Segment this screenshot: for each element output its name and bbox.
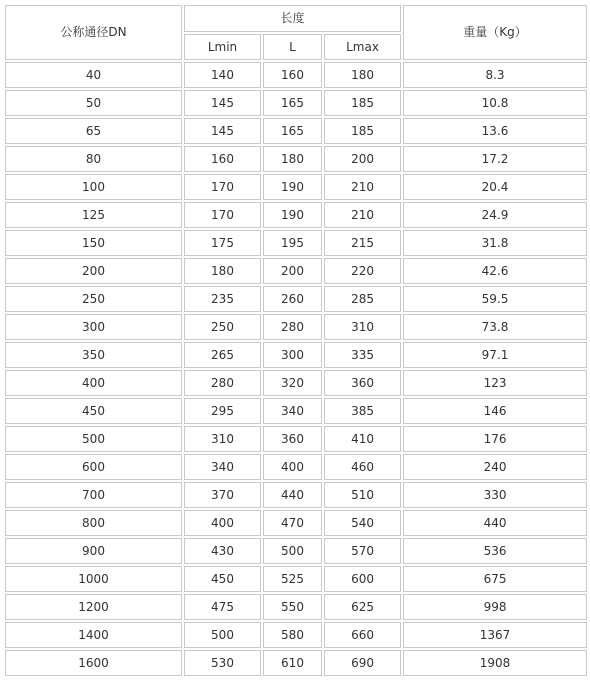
cell-lmax: 210 — [324, 202, 401, 228]
cell-lmax: 660 — [324, 622, 401, 648]
cell-lmin: 170 — [184, 174, 261, 200]
cell-lmax: 360 — [324, 370, 401, 396]
cell-weight: 536 — [403, 538, 587, 564]
cell-dn: 300 — [5, 314, 182, 340]
cell-weight: 176 — [403, 426, 587, 452]
cell-l: 340 — [263, 398, 322, 424]
header-lmin: Lmin — [184, 34, 261, 61]
cell-dn: 1600 — [5, 650, 182, 676]
table-row — [5, 426, 587, 452]
cell-weight: 998 — [403, 594, 587, 620]
cell-dn: 200 — [5, 258, 182, 284]
cell-lmin: 295 — [184, 398, 261, 424]
header-lmax: Lmax — [324, 34, 401, 61]
cell-weight: 73.8 — [403, 314, 587, 340]
cell-lmax: 510 — [324, 482, 401, 508]
cell-lmax: 460 — [324, 454, 401, 480]
cell-weight: 8.3 — [403, 62, 587, 88]
cell-lmax: 540 — [324, 510, 401, 536]
cell-weight: 42.6 — [403, 258, 587, 284]
cell-lmin: 280 — [184, 370, 261, 396]
cell-dn: 500 — [5, 426, 182, 452]
cell-l: 500 — [263, 538, 322, 564]
cell-dn: 900 — [5, 538, 182, 564]
cell-lmin: 170 — [184, 202, 261, 228]
cell-lmin: 175 — [184, 230, 261, 256]
cell-lmax: 210 — [324, 174, 401, 200]
cell-weight: 1367 — [403, 622, 587, 648]
table-row — [5, 146, 587, 172]
cell-lmin: 370 — [184, 482, 261, 508]
cell-weight: 1908 — [403, 650, 587, 676]
cell-weight: 10.8 — [403, 90, 587, 116]
cell-lmax: 385 — [324, 398, 401, 424]
cell-l: 525 — [263, 566, 322, 592]
table-row — [5, 566, 587, 592]
cell-l: 165 — [263, 90, 322, 116]
cell-l: 180 — [263, 146, 322, 172]
cell-l: 580 — [263, 622, 322, 648]
cell-lmin: 235 — [184, 286, 261, 312]
cell-dn: 40 — [5, 62, 182, 88]
cell-lmin: 340 — [184, 454, 261, 480]
cell-l: 360 — [263, 426, 322, 452]
cell-lmin: 180 — [184, 258, 261, 284]
cell-lmin: 265 — [184, 342, 261, 368]
cell-weight: 440 — [403, 510, 587, 536]
cell-l: 260 — [263, 286, 322, 312]
cell-weight: 13.6 — [403, 118, 587, 144]
cell-lmax: 215 — [324, 230, 401, 256]
cell-dn: 600 — [5, 454, 182, 480]
table-row — [5, 510, 587, 536]
cell-l: 165 — [263, 118, 322, 144]
cell-weight: 330 — [403, 482, 587, 508]
header-l: L — [263, 34, 322, 61]
table-row — [5, 90, 587, 116]
table-row — [5, 398, 587, 424]
cell-weight: 240 — [403, 454, 587, 480]
table-row — [5, 118, 587, 144]
table-row — [5, 594, 587, 620]
cell-lmin: 530 — [184, 650, 261, 676]
cell-l: 550 — [263, 594, 322, 620]
cell-lmin: 160 — [184, 146, 261, 172]
cell-dn: 350 — [5, 342, 182, 368]
cell-dn: 1400 — [5, 622, 182, 648]
cell-lmin: 145 — [184, 118, 261, 144]
cell-weight: 123 — [403, 370, 587, 396]
cell-weight: 20.4 — [403, 174, 587, 200]
cell-lmin: 145 — [184, 90, 261, 116]
cell-weight: 31.8 — [403, 230, 587, 256]
header-row-1 — [5, 5, 587, 32]
cell-lmin: 400 — [184, 510, 261, 536]
table-row — [5, 62, 587, 88]
cell-weight: 24.9 — [403, 202, 587, 228]
cell-lmax: 600 — [324, 566, 401, 592]
cell-lmax: 335 — [324, 342, 401, 368]
cell-dn: 65 — [5, 118, 182, 144]
table-row — [5, 454, 587, 480]
table-row — [5, 650, 587, 676]
cell-dn: 150 — [5, 230, 182, 256]
table-row — [5, 202, 587, 228]
cell-l: 160 — [263, 62, 322, 88]
table-body — [5, 62, 587, 676]
cell-lmin: 450 — [184, 566, 261, 592]
header-length-group: 长度 — [184, 5, 401, 32]
cell-dn: 80 — [5, 146, 182, 172]
cell-lmax: 310 — [324, 314, 401, 340]
cell-dn: 400 — [5, 370, 182, 396]
cell-l: 320 — [263, 370, 322, 396]
cell-lmax: 625 — [324, 594, 401, 620]
cell-lmax: 180 — [324, 62, 401, 88]
cell-l: 195 — [263, 230, 322, 256]
cell-lmax: 220 — [324, 258, 401, 284]
cell-dn: 450 — [5, 398, 182, 424]
cell-weight: 17.2 — [403, 146, 587, 172]
table-row — [5, 286, 587, 312]
cell-weight: 146 — [403, 398, 587, 424]
table-row — [5, 342, 587, 368]
table-row — [5, 370, 587, 396]
cell-l: 400 — [263, 454, 322, 480]
spec-table — [3, 3, 589, 678]
cell-lmax: 410 — [324, 426, 401, 452]
cell-lmin: 250 — [184, 314, 261, 340]
cell-dn: 1000 — [5, 566, 182, 592]
cell-dn: 250 — [5, 286, 182, 312]
cell-l: 190 — [263, 202, 322, 228]
cell-dn: 100 — [5, 174, 182, 200]
table-row — [5, 230, 587, 256]
cell-l: 470 — [263, 510, 322, 536]
cell-lmax: 185 — [324, 118, 401, 144]
cell-dn: 50 — [5, 90, 182, 116]
cell-lmax: 690 — [324, 650, 401, 676]
cell-lmin: 140 — [184, 62, 261, 88]
cell-dn: 700 — [5, 482, 182, 508]
cell-l: 190 — [263, 174, 322, 200]
cell-weight: 97.1 — [403, 342, 587, 368]
header-weight: 重量（Kg） — [403, 5, 587, 60]
cell-l: 200 — [263, 258, 322, 284]
cell-l: 300 — [263, 342, 322, 368]
cell-dn: 125 — [5, 202, 182, 228]
cell-weight: 675 — [403, 566, 587, 592]
table-row — [5, 258, 587, 284]
cell-l: 440 — [263, 482, 322, 508]
spec-table-container — [3, 3, 587, 678]
cell-lmax: 285 — [324, 286, 401, 312]
table-row — [5, 482, 587, 508]
cell-dn: 1200 — [5, 594, 182, 620]
cell-l: 610 — [263, 650, 322, 676]
cell-lmin: 310 — [184, 426, 261, 452]
table-row — [5, 622, 587, 648]
table-row — [5, 314, 587, 340]
cell-lmin: 475 — [184, 594, 261, 620]
cell-dn: 800 — [5, 510, 182, 536]
cell-lmax: 200 — [324, 146, 401, 172]
cell-lmin: 430 — [184, 538, 261, 564]
table-row — [5, 174, 587, 200]
cell-lmin: 500 — [184, 622, 261, 648]
cell-weight: 59.5 — [403, 286, 587, 312]
cell-l: 280 — [263, 314, 322, 340]
cell-lmax: 570 — [324, 538, 401, 564]
header-dn: 公称通径DN — [5, 5, 182, 60]
cell-lmax: 185 — [324, 90, 401, 116]
table-row — [5, 538, 587, 564]
